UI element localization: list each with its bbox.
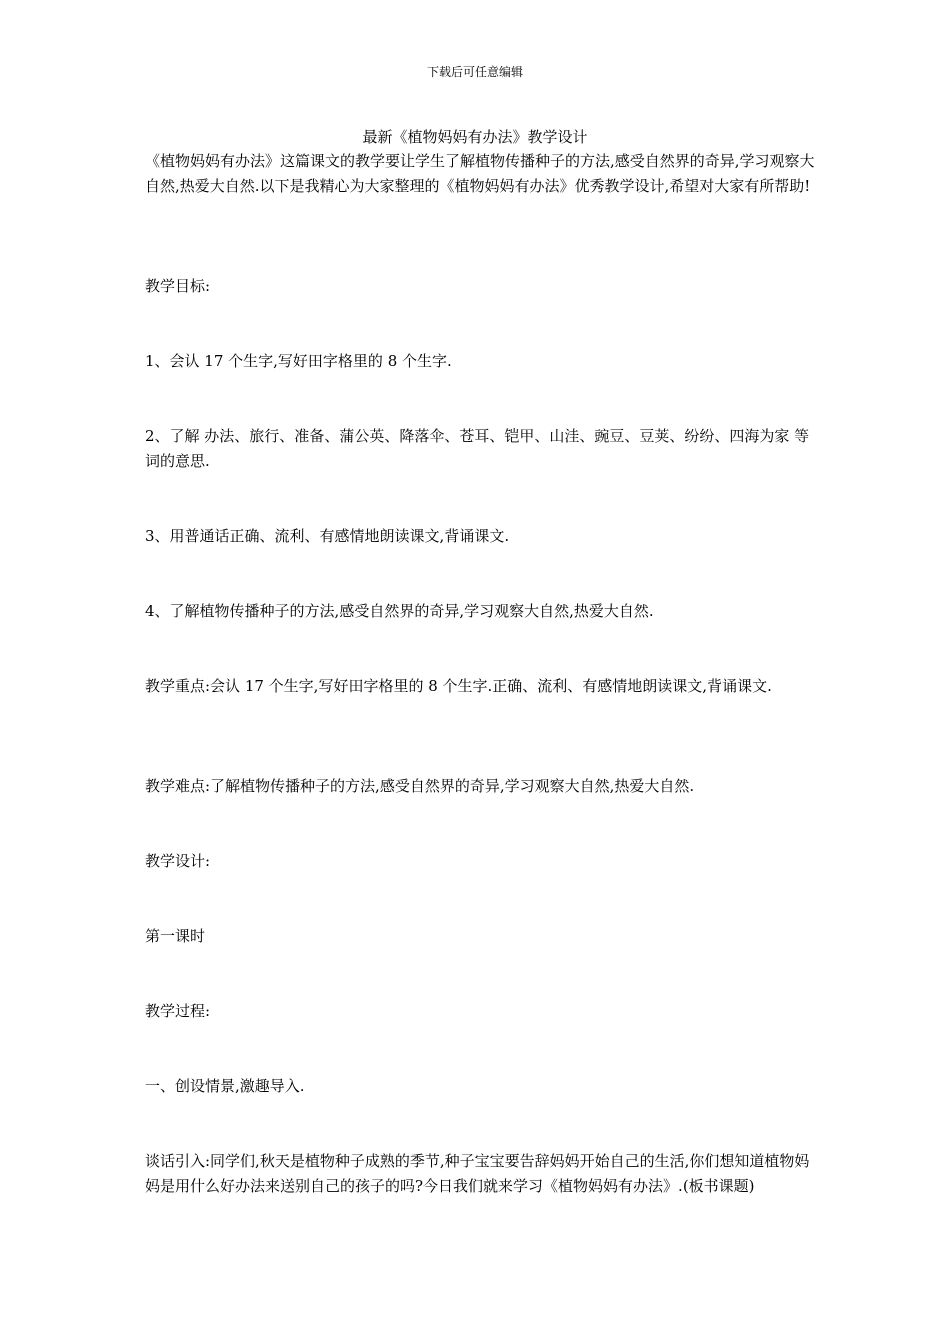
intro-paragraph: 《植物妈妈有办法》这篇课文的教学要让学生了解植物传播种子的方法,感受自然界的奇异,学习观察大自然,热爱大自然.以下是我精心为大家整理的《植物妈妈有办法》优秀教学设计,希望对大家有所帮助!	[145, 152, 815, 195]
step-one-heading: 一、创设情景,激趣导入.	[145, 1077, 305, 1095]
teaching-goals-heading: 教学目标:	[145, 277, 211, 295]
teaching-process-heading: 教学过程:	[145, 1002, 211, 1020]
difficulty-paragraph: 教学难点:了解植物传播种子的方法,感受自然界的奇异,学习观察大自然,热爱大自然.	[145, 777, 695, 795]
page-header-note: 下载后可任意编辑	[426, 65, 523, 79]
key-point-paragraph: 教学重点:会认 17 个生字,写好田字格里的 8 个生字.正确、流利、有感情地朗读课文,背诵课文.	[145, 677, 772, 695]
goal-item-1: 1、会认 17 个生字,写好田字格里的 8 个生字.	[145, 352, 452, 370]
lesson-one-heading: 第一课时	[145, 927, 206, 945]
document-title: 最新《植物妈妈有办法》教学设计	[362, 128, 588, 146]
goal-item-2: 2、了解 办法、旅行、准备、蒲公英、降落伞、苍耳、铠甲、山洼、豌豆、豆荚、纷纷、四海为家 等词的意思.	[145, 427, 810, 470]
talk-intro-paragraph: 谈话引入:同学们,秋天是植物种子成熟的季节,种子宝宝要告辞妈妈开始自己的生活,你们想知道植物妈妈是用什么好办法来送别自己的孩子的吗?今日我们就来学习《植物妈妈有办法》.(板书课题)	[145, 1152, 810, 1195]
goal-item-4: 4、了解植物传播种子的方法,感受自然界的奇异,学习观察大自然,热爱大自然.	[145, 602, 654, 620]
teaching-design-heading: 教学设计:	[145, 852, 211, 870]
goal-item-3: 3、用普通话正确、流利、有感情地朗读课文,背诵课文.	[145, 527, 510, 545]
